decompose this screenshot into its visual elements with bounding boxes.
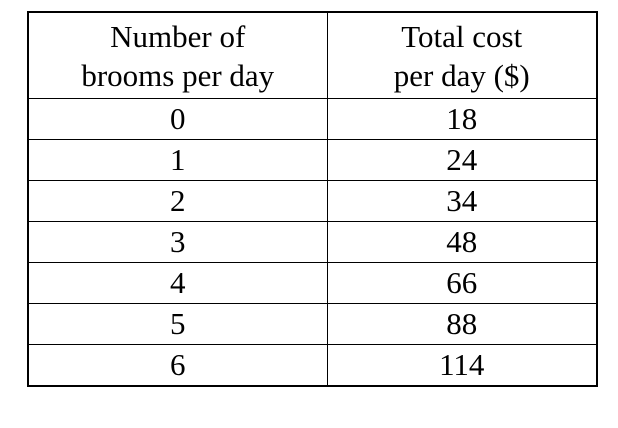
cost-cell: 48 xyxy=(327,222,597,263)
table-row xyxy=(28,140,597,181)
brooms-cell: 3 xyxy=(28,222,327,263)
cost-table xyxy=(27,11,598,387)
header-row xyxy=(28,12,597,99)
brooms-cell: 6 xyxy=(28,345,327,387)
cost-cell: 88 xyxy=(327,304,597,345)
cost-cell: 24 xyxy=(327,140,597,181)
header-total-cost xyxy=(327,12,597,99)
header-cost-line-1: Total cost xyxy=(401,18,523,54)
header-brooms-line-2: brooms per day xyxy=(81,57,275,93)
table-row xyxy=(28,222,597,263)
table-body xyxy=(28,99,597,387)
header-cost-line-2: per day ($) xyxy=(393,57,530,93)
cost-cell: 34 xyxy=(327,181,597,222)
table-row xyxy=(28,304,597,345)
table-header xyxy=(28,12,597,99)
table-row xyxy=(28,345,597,387)
table-row xyxy=(28,181,597,222)
brooms-cell: 4 xyxy=(28,263,327,304)
brooms-cell: 5 xyxy=(28,304,327,345)
cost-cell: 18 xyxy=(327,99,597,140)
cost-cell: 114 xyxy=(327,345,597,387)
table-row xyxy=(28,99,597,140)
brooms-cell: 0 xyxy=(28,99,327,140)
brooms-cell: 1 xyxy=(28,140,327,181)
header-brooms xyxy=(28,12,327,99)
table-row xyxy=(28,263,597,304)
brooms-cell: 2 xyxy=(28,181,327,222)
header-brooms-line-1: Number of xyxy=(110,18,246,54)
cost-cell: 66 xyxy=(327,263,597,304)
